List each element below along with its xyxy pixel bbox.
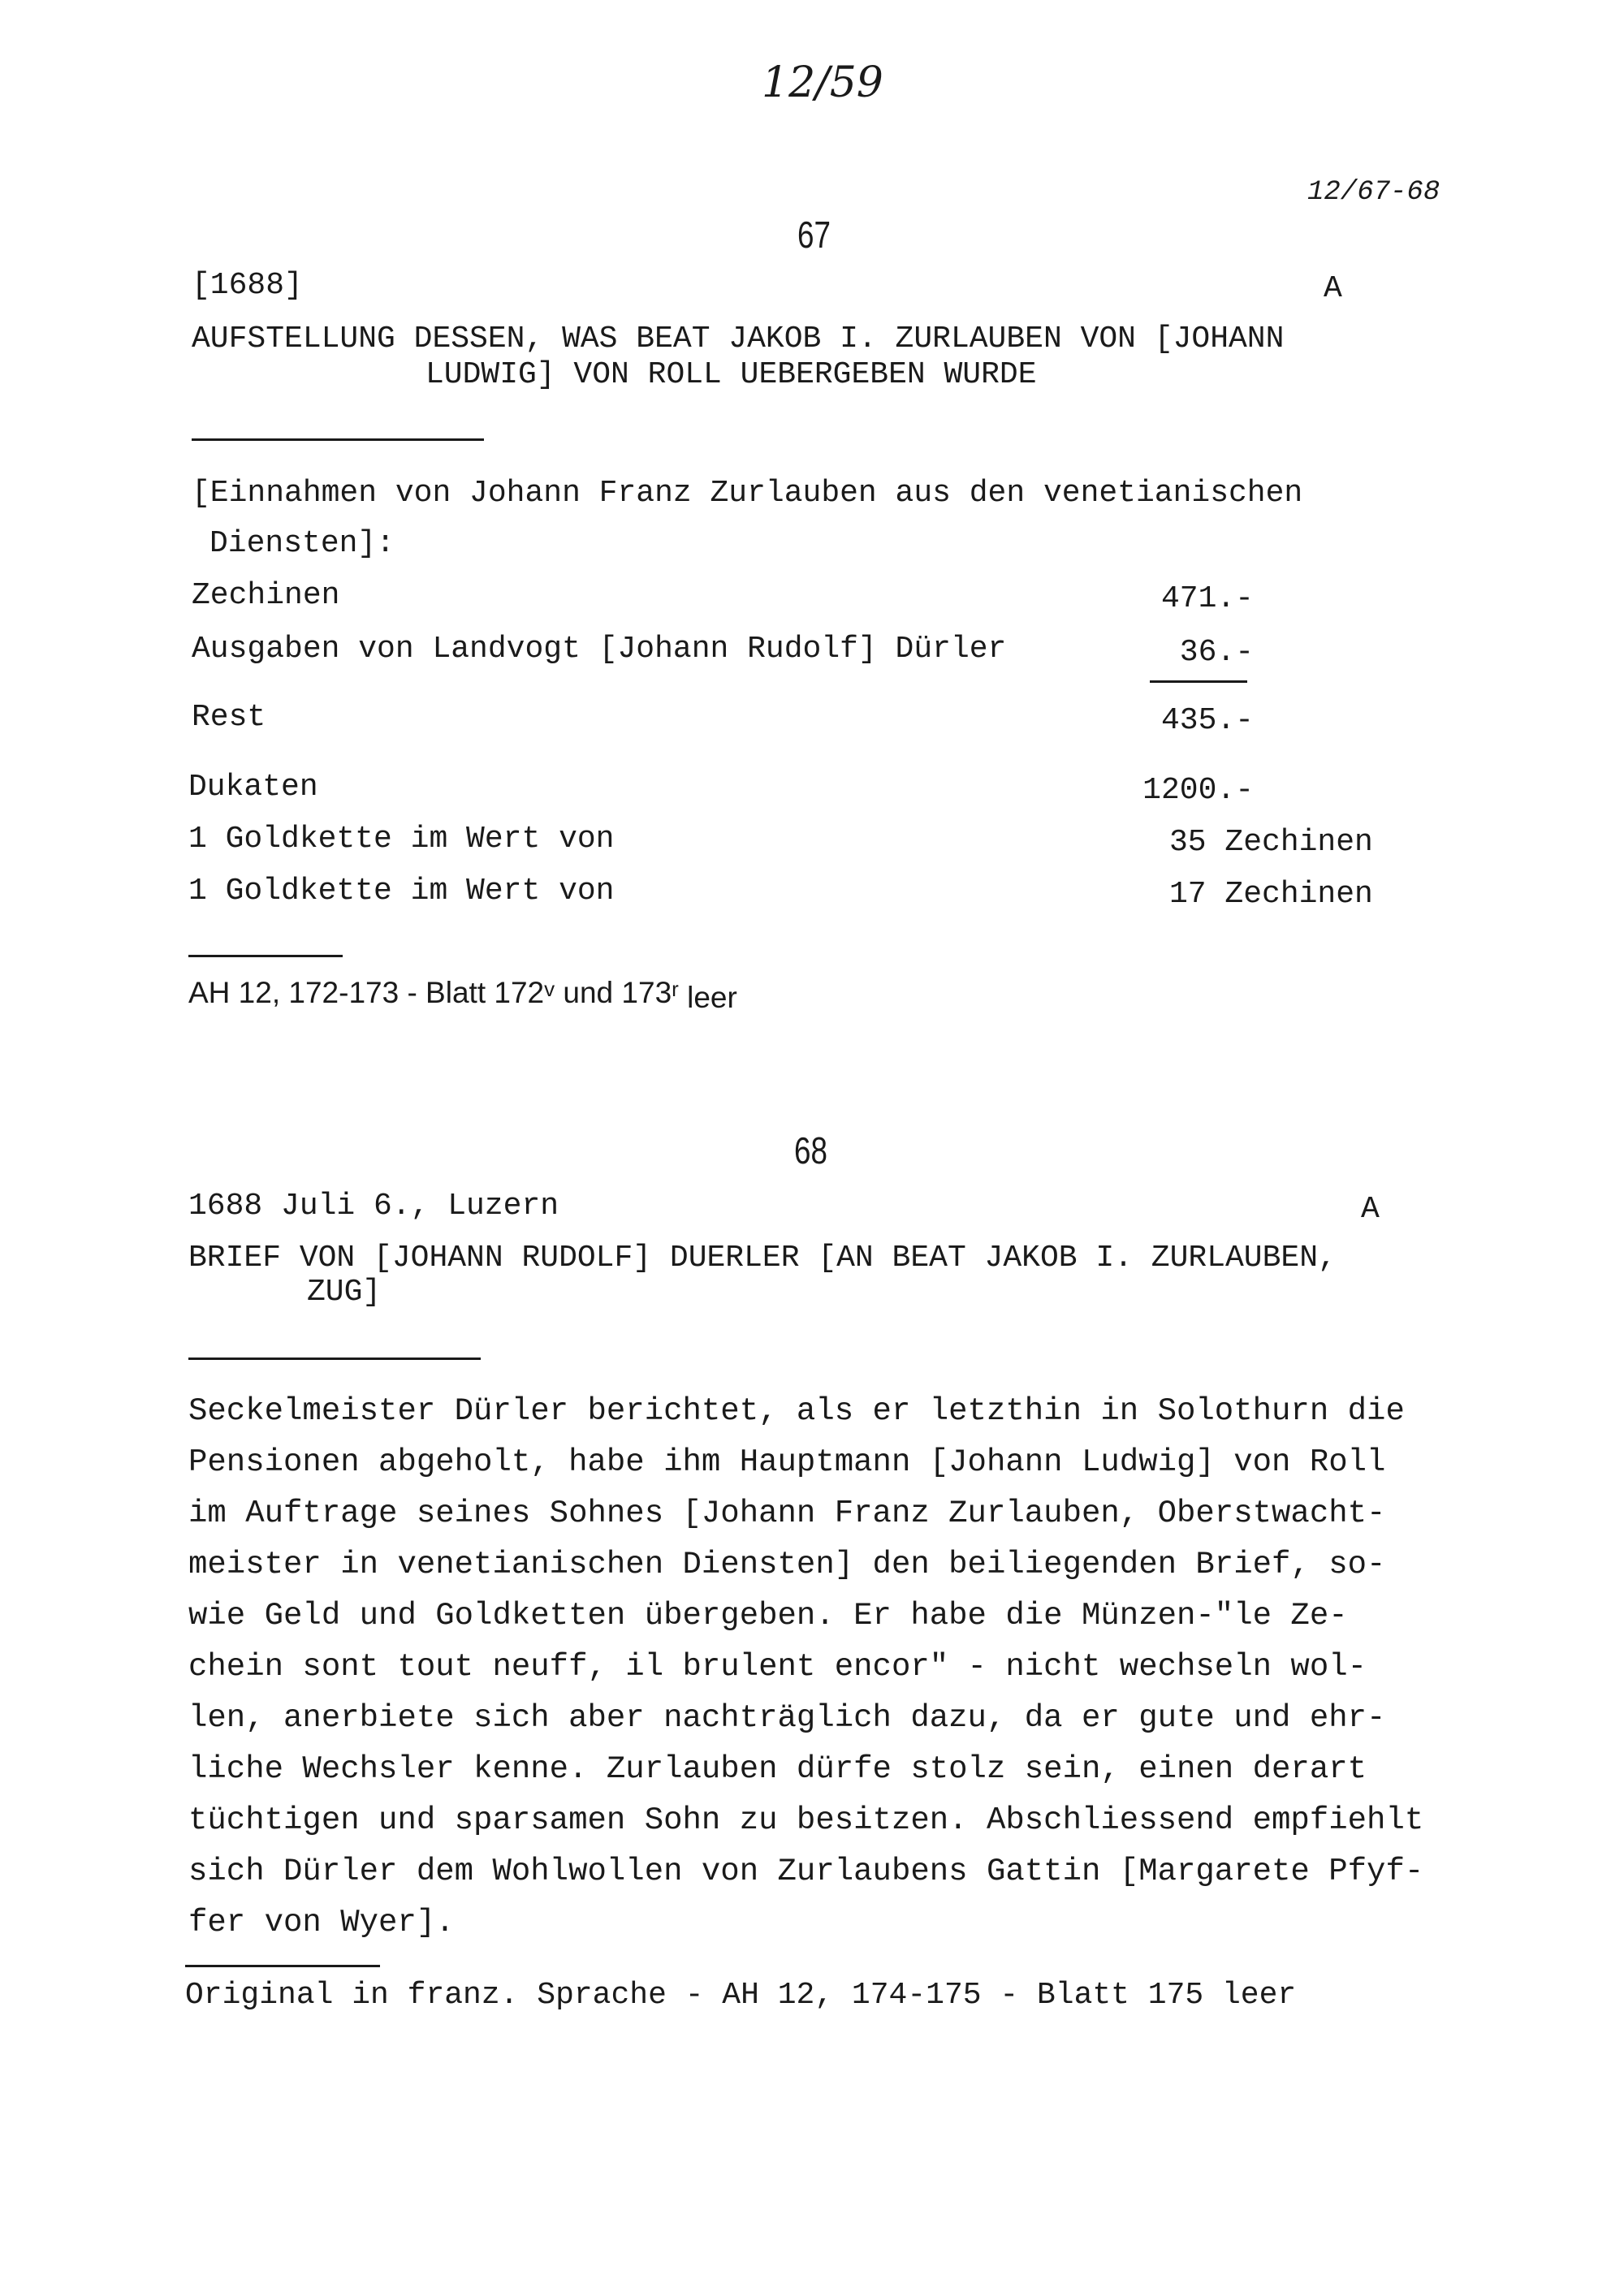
ledger-value: 435.- xyxy=(1160,703,1254,738)
footnote-divider xyxy=(188,955,343,957)
entry-number: 68 xyxy=(794,1129,827,1172)
summary-line: liche Wechsler kenne. Zurlauben dürfe stolz sein, einen derart xyxy=(188,1751,1367,1787)
ledger-label: Dukaten xyxy=(188,770,318,805)
ledger-label: 1 Goldkette im Wert von xyxy=(188,822,615,857)
section-divider xyxy=(188,1358,481,1360)
source-note: Original in franz. Sprache - AH 12, 174-175 - Blatt 175 leer xyxy=(185,1978,1297,2013)
entry-letter: A xyxy=(1324,271,1342,306)
summary-line: len, anerbiete sich aber nachträglich dazu, da er gute und ehr- xyxy=(188,1700,1386,1736)
ledger-value: 35 Zechinen xyxy=(1169,825,1373,860)
ledger-label: Zechinen xyxy=(192,578,340,613)
reference-code: 12/67-68 xyxy=(1307,177,1440,208)
summary-line: fer von Wyer]. xyxy=(188,1905,455,1940)
ledger-value: 471.- xyxy=(1160,581,1254,616)
summary-line: Pensionen abgeholt, habe ihm Hauptmann [Johann Ludwig] von Roll xyxy=(188,1444,1386,1480)
sum-rule xyxy=(1150,680,1247,683)
summary-line: im Auftrage seines Sohnes [Johann Franz Zurlauben, Oberstwacht- xyxy=(188,1496,1386,1531)
summary-line: meister in venetianischen Diensten] den beiliegenden Brief, so- xyxy=(188,1547,1386,1582)
source-text: leer xyxy=(678,981,737,1014)
archive-note: 12/59 xyxy=(762,58,883,107)
ledger-label: Rest xyxy=(192,700,266,735)
recto-mark: r xyxy=(672,977,679,1001)
source-note xyxy=(188,976,737,1014)
entry-date: [1688] xyxy=(192,268,303,303)
entry-date: 1688 Juli 6., Luzern xyxy=(188,1189,559,1224)
ledger-label: 1 Goldkette im Wert von xyxy=(188,874,615,909)
entry-number: 67 xyxy=(797,214,831,256)
summary-line: wie Geld und Goldketten übergeben. Er habe die Münzen-"le Ze- xyxy=(188,1598,1348,1634)
source-text: AH 12, 172-173 - Blatt 172 xyxy=(188,976,545,1009)
ledger-value: 17 Zechinen xyxy=(1169,877,1373,912)
ledger-value: 1200.- xyxy=(1142,773,1254,808)
intro-line2: Diensten]: xyxy=(209,526,395,561)
section-divider xyxy=(192,438,484,441)
entry-title-line1: BRIEF VON [JOHANN RUDOLF] DUERLER [AN BEAT JAKOB I. ZURLAUBEN, xyxy=(188,1241,1337,1275)
footnote-divider xyxy=(185,1965,380,1967)
intro-line1: [Einnahmen von Johann Franz Zurlauben aus den venetianischen xyxy=(192,476,1303,511)
entry-title-line2: LUDWIG] VON ROLL UEBERGEBEN WURDE xyxy=(425,357,1037,392)
entry-title-line2: ZUG] xyxy=(307,1275,382,1310)
entry-letter: A xyxy=(1361,1192,1380,1227)
summary-line: sich Dürler dem Wohlwollen von Zurlaubens Gattin [Margarete Pfyf- xyxy=(188,1854,1424,1889)
summary-line: chein sont tout neuff, il brulent encor" - nicht wechseln wol- xyxy=(188,1649,1367,1685)
summary-line: Seckelmeister Dürler berichtet, als er letzthin in Solothurn die xyxy=(188,1393,1405,1429)
ledger-value: 36.- xyxy=(1179,635,1254,670)
summary-line: tüchtigen und sparsamen Sohn zu besitzen. Abschliessend empfiehlt xyxy=(188,1802,1424,1838)
source-text: und 173 xyxy=(555,976,672,1009)
ledger-label: Ausgaben von Landvogt [Johann Rudolf] Dürler xyxy=(192,632,1007,667)
verso-mark: v xyxy=(544,977,555,1001)
entry-title-line1: AUFSTELLUNG DESSEN, WAS BEAT JAKOB I. ZURLAUBEN VON [JOHANN xyxy=(192,322,1285,356)
